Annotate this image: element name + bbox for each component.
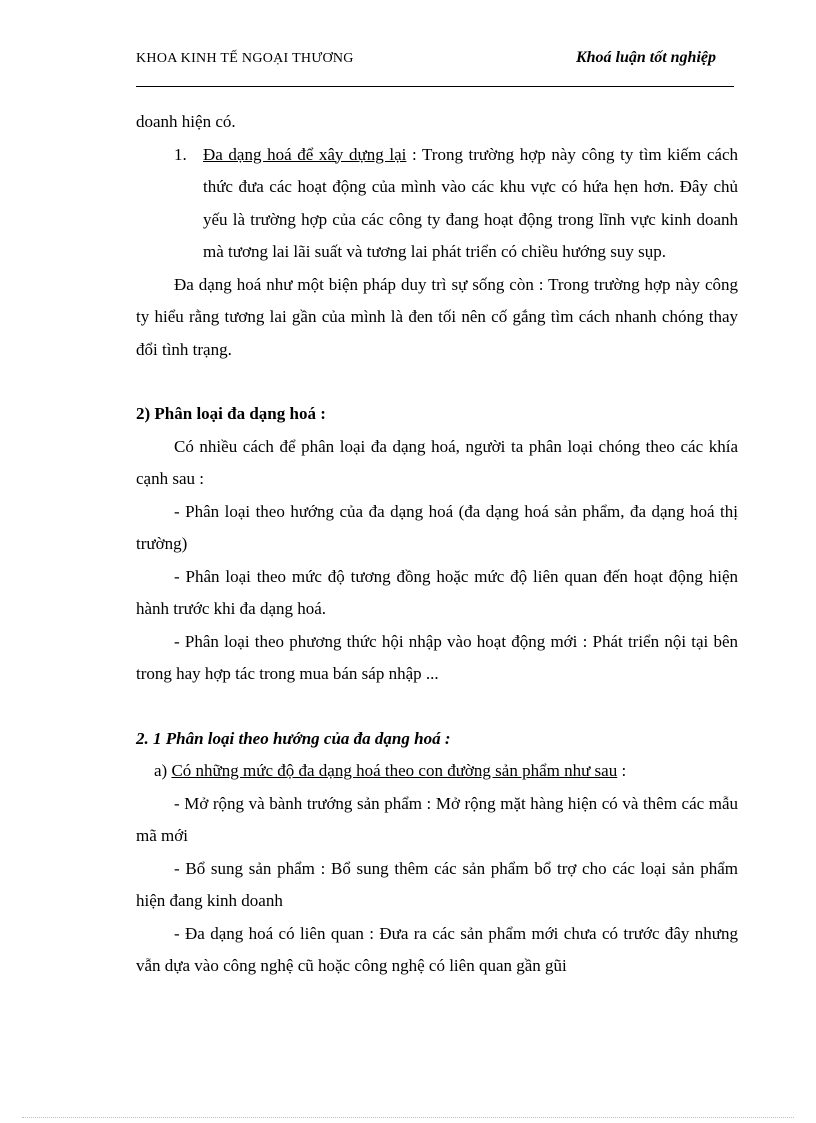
section-2-bullet: - Phân loại theo phương thức hội nhập vào hoạt động mới : Phát triển nội tại bên trong hay hợp tác trong mua bán sáp nhập ... bbox=[136, 631, 738, 683]
paragraph-continuation: doanh hiện có. bbox=[136, 112, 236, 131]
section-2-1-bullet: - Mở rộng và bành trướng sản phẩm : Mở rộng mặt hàng hiện có và thêm các mẫu mã mới bbox=[136, 793, 738, 845]
numbered-item-1 bbox=[136, 139, 738, 269]
section-2-bullet: - Phân loại theo hướng của đa dạng hoá (đa dạng hoá sản phẩm, đa dạng hoá thị trường) bbox=[136, 501, 738, 553]
item-a-text: Có những mức độ đa dạng hoá theo con đường sản phẩm như sau bbox=[171, 761, 618, 780]
section-2-1-bullet: - Đa dạng hoá có liên quan : Đưa ra các sản phẩm mới chưa có trước đây nhưng vẫn dựa vào công nghệ cũ hoặc công nghệ có liên quan gần gũi bbox=[136, 923, 738, 975]
section-2-1-bullet: - Bổ sung sản phẩm : Bổ sung thêm các sản phẩm bổ trợ cho các loại sản phẩm hiện đang kinh doanh bbox=[136, 858, 738, 910]
spacer bbox=[136, 366, 738, 398]
item-number: 1. bbox=[174, 144, 187, 164]
section-2-heading: 2) Phân loại đa dạng hoá : bbox=[136, 404, 326, 423]
section-2-intro: Có nhiều cách để phân loại đa dạng hoá, người ta phân loại chóng theo các khía cạnh sau : bbox=[136, 436, 738, 488]
header-faculty: KHOA KINH TẾ NGOẠI THƯƠNG bbox=[136, 51, 354, 66]
header-thesis-title: Khoá luận tốt nghiệp bbox=[575, 49, 716, 66]
paragraph-survival: Đa dạng hoá như một biện pháp duy trì sự sống còn : Trong trường hợp này công ty hiểu rằng tương lai gần của mình là đen tối nên cố gắng tìm cách nhanh chóng thay đổi tình trạng. bbox=[136, 274, 738, 359]
item-a bbox=[136, 755, 738, 788]
header-divider bbox=[136, 86, 734, 87]
item-a-suffix: : bbox=[617, 761, 627, 780]
item-text: : Trong trường hợp này công ty tìm kiếm cách thức đưa các hoạt động của mình vào các khu vực có hứa hẹn hơn. Đây chủ yếu là trường hợp của các công ty đang hoạt động trong lĩnh vực kinh doanh mà tương lai lãi suất và tương lai phát triển có chiều hướng suy sụp. bbox=[203, 144, 738, 261]
item-term: Đa dạng hoá để xây dựng lại bbox=[203, 144, 407, 164]
section-2-bullet: - Phân loại theo mức độ tương đồng hoặc mức độ liên quan đến hoạt động hiện hành trước khi đa dạng hoá. bbox=[136, 566, 738, 618]
item-a-label: a) bbox=[154, 761, 168, 780]
page-body bbox=[136, 106, 738, 983]
footer-dotted-rule bbox=[22, 1117, 794, 1118]
spacer bbox=[136, 691, 738, 723]
section-2-1-heading: 2. 1 Phân loại theo hướng của đa dạng hoá : bbox=[136, 728, 451, 748]
